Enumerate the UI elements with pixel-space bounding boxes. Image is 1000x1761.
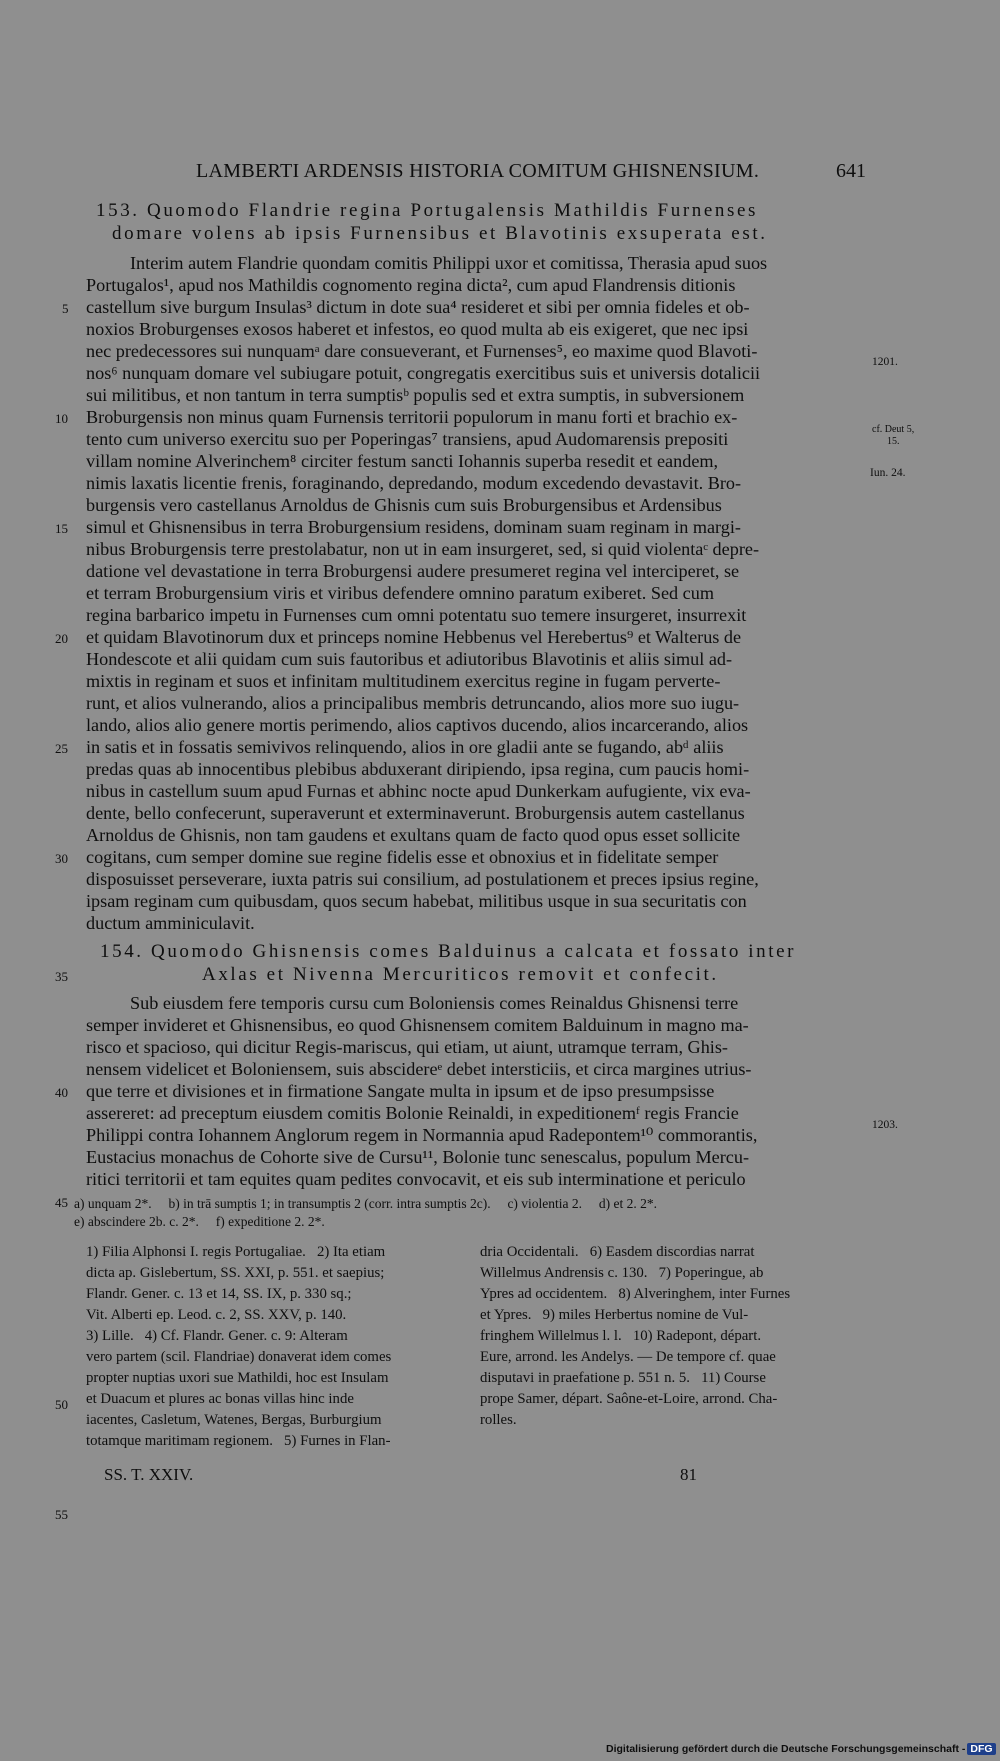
body-line: nos⁶ nunquam domare vel subiugare potuit, congregatis exercitibus suis et universis dotalicii [86,363,761,383]
body-line: Philippi contra Iohannem Anglorum regem in Normannia apud Radepontem¹⁰ commorantis, [86,1125,758,1145]
body-line: cogitans, cum semper domine sue regine fidelis esse et obnoxius et in fidelitate semper [86,847,719,867]
body-line: simul et Ghisnensibus in terra Broburgensium residens, dominam suam reginam in margi- [86,517,741,537]
body-line: mixtis in reginam et suos et infinitam multitudinem exercitus regine in fugam perverte- [86,671,721,691]
body-line: runt, et alios vulnerando, alios a principalibus membris detruncando, alios more suo iugu- [86,693,740,713]
chapter-153-title-line-1: 153. Quomodo Flandrie regina Portugalensis Mathildis Furnenses [96,200,759,221]
margin-note-reference: 15. [887,436,900,447]
body-line: semper invideret et Ghisnensibus, eo quod Ghisnensem comitem Balduinum in magno ma- [86,1015,749,1035]
footnote-line: Eure, arrond. les Andelys. — De tempore cf. quae [480,1349,776,1365]
footnote-line: 3) Lille. 4) Cf. Flandr. Gener. c. 9: Alteram [86,1328,348,1344]
body-line: risco et spacioso, qui dicitur Regis-mariscus, qui etiam, ut aiunt, utramque terram, Ghis- [86,1037,728,1057]
body-line: dente, bello confecerunt, superaverunt et exterminaverunt. Broburgensis autem castellanus [86,803,745,823]
body-line: ipsam reginam cum quibusdam, quos secum habebat, militibus usque in sua securitatis con [86,891,747,911]
digitization-credit [606,1743,996,1755]
footnote-line: et Duacum et plures ac bonas villas hinc inde [86,1391,354,1407]
body-line: in satis et in fossatis semivivos relinquendo, alios in ore gladii ante se fugando, abᵈ aliis [86,737,724,757]
line-number: 45 [55,1195,68,1210]
chapter-154-title-line-1: 154. Quomodo Ghisnensis comes Balduinus a calcata et fossato inter [100,941,797,962]
body-line: datione vel devastatione in terra Broburgensi audere presumeret regina vel interciperet, se [86,561,740,581]
credit-text: Digitalisierung gefördert durch die Deutsche Forschungsgemeinschaft - [606,1743,966,1755]
footnote-line: Ypres ad occidentem. 8) Alveringhem, inter Furnes [480,1286,791,1302]
line-number: 40 [55,1085,68,1100]
body-line: noxios Broburgenses exosos haberet et infestos, eo quod multa ab eis exigeret, que nec ipsi [86,319,749,339]
line-number: 25 [55,741,68,756]
dfg-logo: DFG [967,1743,995,1755]
body-line: Broburgensis non minus quam Furnensis territorii populorum in manu forti et brachio ex- [86,407,738,427]
body-line: nec predecessores sui nunquamᵃ dare consueverant, et Furnenses⁵, eo maxime quod Blavoti- [86,341,758,361]
body-line: nensem videlicet et Boloniensem, suis abscidereᵉ debet intersticiis, et circa margines utrius- [86,1059,752,1079]
line-number: 50 [55,1397,68,1412]
margin-note-year: 1203. [872,1119,898,1131]
body-line: Arnoldus de Ghisnis, non tam gaudens et exultans quam de facto quod opus esset sollicite [86,825,741,845]
body-line: que terre et divisiones et in firmatione Sangate multa in ipsum et de ipso presumpsisse [86,1081,715,1101]
body-line: sui militibus, et non tantum in terra sumptisᵇ populis sed et extra sumptis, in subversionem [86,385,745,405]
running-header-title: LAMBERTI ARDENSIS HISTORIA COMITUM GHISNENSIUM. [196,160,760,182]
margin-note-year: 1201. [872,356,898,368]
body-line: disposuisset perseverare, iuxta patris sui consilium, ad postulationem et preces ipsius regine, [86,869,759,889]
body-line: Sub eiusdem fere temporis cursu cum Boloniensis comes Reinaldus Ghisnensi terre [130,993,739,1013]
footnote-line: totamque maritimam regionem. 5) Furnes in Flan- [86,1433,391,1449]
body-line: Hondescote et alii quidam cum suis fautoribus et adiutoribus Blavotinis et aliis simul ad- [86,649,733,669]
footnote-line: iacentes, Casletum, Watenes, Bergas, Burburgium [86,1412,382,1428]
body-line: tento cum universo exercitu suo per Poperingas⁷ transiens, apud Audomarensis prepositi [86,429,729,449]
line-number: 15 [55,521,68,536]
line-number: 55 [55,1507,68,1522]
body-line: nibus in castellum suum apud Furnas et abhinc nocte apud Dunkerkam aufugiente, vix eva- [86,781,751,801]
body-line: ritici territorii et tam equites quam pedites convocavit, et eis sub interminatione et periculo [86,1169,746,1189]
line-number: 20 [55,631,68,646]
footnote-line: fringhem Willelmus l. l. 10) Radepont, départ. [480,1328,762,1344]
body-line: castellum sive burgum Insulas³ dictum in dote sua⁴ resideret et sibi per omnia fideles et ob- [86,297,750,317]
footnote-line: Vit. Alberti ep. Leod. c. 2, SS. XXV, p. 140. [86,1307,347,1323]
body-line: burgensis vero castellanus Arnoldus de Ghisnis cum suis Broburgensibus et Ardensibus [86,495,722,515]
chapter-153-title-line-2: domare volens ab ipsis Furnensibus et Blavotinis exsuperata est. [112,223,768,244]
body-line: et quidam Blavotinorum dux et princeps nomine Hebbenus vel Herebertus⁹ et Walterus de [86,627,742,647]
body-line: assereret: ad preceptum eiusdem comitis Bolonie Reinaldi, in expeditionemᶠ regis Francie [86,1103,739,1123]
variant-readings-line: e) abscindere 2b. c. 2*. f) expeditione 2. 2*. [74,1214,325,1229]
footnote-line: et Ypres. 9) miles Herbertus nomine de Vul- [480,1307,749,1323]
footnote-line: dria Occidentali. 6) Easdem discordias narrat [480,1244,755,1260]
footnote-line: dicta ap. Gislebertum, SS. XXI, p. 551. et saepius; [86,1265,385,1281]
body-line: villam nomine Alverinchem⁸ circiter festum sancti Iohannis superba resedit et eandem, [86,451,719,471]
chapter-154-title-line-2: Axlas et Nivenna Mercuriticos removit et confecit. [202,964,719,985]
body-line: Eustacius monachus de Cohorte sive de Cursu¹¹, Bolonie tunc senescalus, populum Mercu- [86,1147,750,1167]
series-volume: SS. T. XXIV. [104,1465,194,1484]
footnote-line: 1) Filia Alphonsi I. regis Portugaliae. 2) Ita etiam [86,1244,386,1260]
body-line: Interim autem Flandrie quondam comitis Philippi uxor et comitissa, Therasia apud suos [130,253,768,273]
footnote-line: rolles. [480,1412,517,1428]
footnote-line: vero partem (scil. Flandriae) donaverat idem comes [86,1349,392,1365]
body-line: regina barbarico impetu in Furnenses cum omni potentatu suo temere insurgeret, insurrexit [86,605,747,625]
line-number: 5 [62,301,69,316]
body-line: Portugalos¹, apud nos Mathildis cognomento regina dicta², cum apud Flandrensis ditionis [86,275,736,295]
line-number: 10 [55,411,68,426]
footnote-line: Willelmus Andrensis c. 130. 7) Poperingue, ab [480,1265,764,1281]
body-line: predas quas ab innocentibus plebibus abduxerant diripiendo, ipsa regina, cum paucis homi- [86,759,750,779]
footnote-line: Flandr. Gener. c. 13 et 14, SS. IX, p. 330 sq.; [86,1286,352,1302]
body-line: lando, alios alio genere mortis perimendo, alios captivos ducendo, alios incarcerando, alios [86,715,749,735]
margin-note-date: Iun. 24. [870,467,906,479]
line-number: 35 [55,969,68,984]
body-line: et terram Broburgensium viris et viribus defendere omnino paratum exiberet. Sed cum [86,583,714,603]
body-line: nibus Broburgensis terre prestolabatur, non ut in eam insurgeret, sed, si quid violentaᶜ depre- [86,539,760,559]
page-number: 641 [836,160,866,182]
sheet-signature: 81 [680,1465,697,1484]
margin-note-reference: cf. Deut 5, [872,424,915,435]
variant-readings-line: a) unquam 2*. b) in trā sumptis 1; in transumptis 2 (corr. intra sumptis 2c). c) violentia 2. d) et 2. 2*. [74,1196,658,1211]
body-line: nimis laxatis licentie frenis, foraginando, depredando, modum excedendo devastavit. Bro- [86,473,742,493]
footnote-line: prope Samer, départ. Saône-et-Loire, arrond. Cha- [480,1391,778,1407]
line-number: 30 [55,851,68,866]
body-line: ductum amminiculavit. [86,913,255,933]
footnote-line: disputavi in praefatione p. 551 n. 5. 11) Course [480,1370,766,1386]
footnote-line: propter nuptias uxori sue Mathildi, hoc est Insulam [86,1370,389,1386]
